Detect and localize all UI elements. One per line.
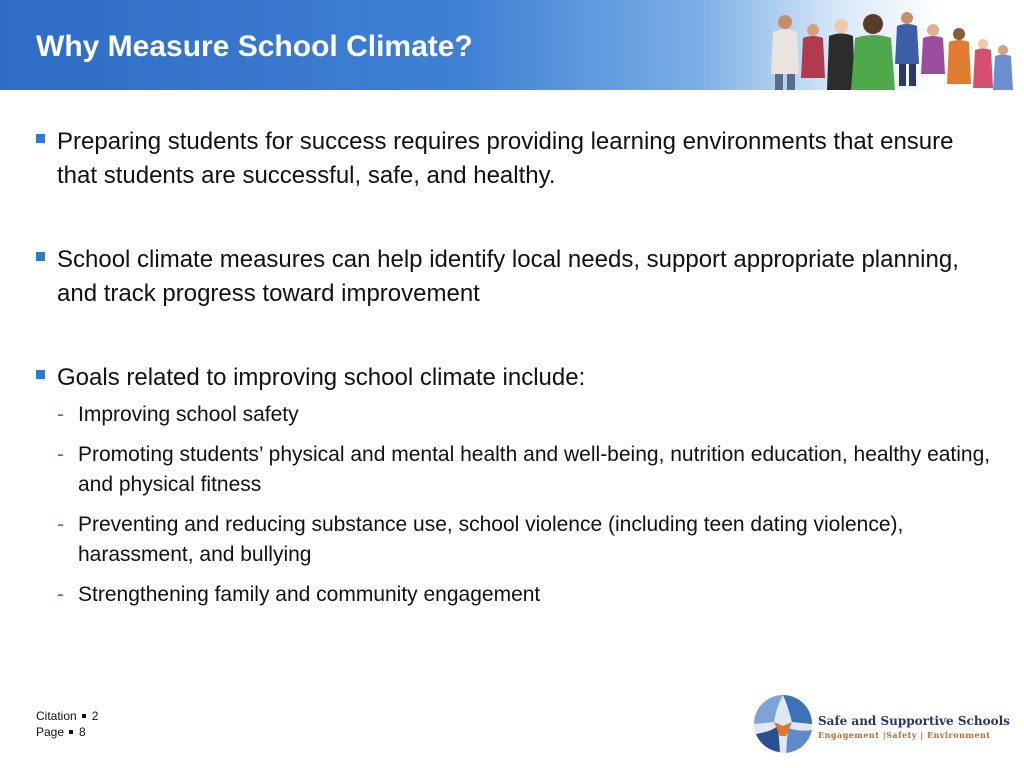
bullet-text: Preparing students for success requires providing learning environments that ensure that students are successful, safe, and healthy. xyxy=(57,128,954,189)
page-label: Page xyxy=(36,725,65,739)
bullet-item xyxy=(36,361,996,395)
square-bullet-icon xyxy=(36,134,45,143)
sub-bullet-text: Improving school safety xyxy=(78,403,299,426)
citation-label: Citation xyxy=(36,709,77,723)
bullet-text: Goals related to improving school climate include: xyxy=(57,364,586,391)
sub-bullet-item xyxy=(36,510,996,570)
citation-value: 2 xyxy=(91,709,99,723)
bullet-item xyxy=(36,243,996,311)
dash-bullet-icon: - xyxy=(57,583,64,606)
dash-bullet-icon: - xyxy=(57,443,64,466)
square-bullet-icon xyxy=(36,370,45,379)
logo-title: Safe and Supportive Schools xyxy=(818,714,1010,728)
sub-bullet-text: Strengthening family and community engagement xyxy=(78,583,541,606)
square-separator-icon xyxy=(69,730,73,734)
slide-title: Why Measure School Climate? xyxy=(36,30,473,63)
page-line xyxy=(36,724,98,740)
sub-bullet-item xyxy=(36,440,996,500)
citation-line xyxy=(36,708,98,724)
slide-body xyxy=(36,125,996,610)
page-number: 8 xyxy=(79,725,86,739)
square-separator-icon xyxy=(82,714,86,718)
logo-subtitle: Engagement |Safety | Environment xyxy=(818,730,991,740)
sub-bullet-text: Preventing and reducing substance use, school violence (including teen dating violence), harassment, and bullying xyxy=(78,513,904,566)
bullet-text: School climate measures can help identify local needs, support appropriate planning, and track progress toward improvement xyxy=(57,246,959,307)
sub-bullet-text: Promoting students’ physical and mental health and well-being, nutrition education, healthy eating, and physical fitness xyxy=(78,443,991,496)
sub-bullet-item xyxy=(36,400,996,430)
dash-bullet-icon: - xyxy=(57,513,64,536)
bullet-item xyxy=(36,125,996,193)
sub-bullet-item xyxy=(36,580,996,610)
square-bullet-icon xyxy=(36,252,45,261)
students-group-photo xyxy=(755,4,1017,90)
safe-supportive-schools-logo xyxy=(752,692,1010,756)
header-banner xyxy=(0,0,1024,90)
slide-footer xyxy=(36,708,98,740)
dash-bullet-icon: - xyxy=(57,403,64,426)
globe-logo-icon xyxy=(752,692,814,756)
